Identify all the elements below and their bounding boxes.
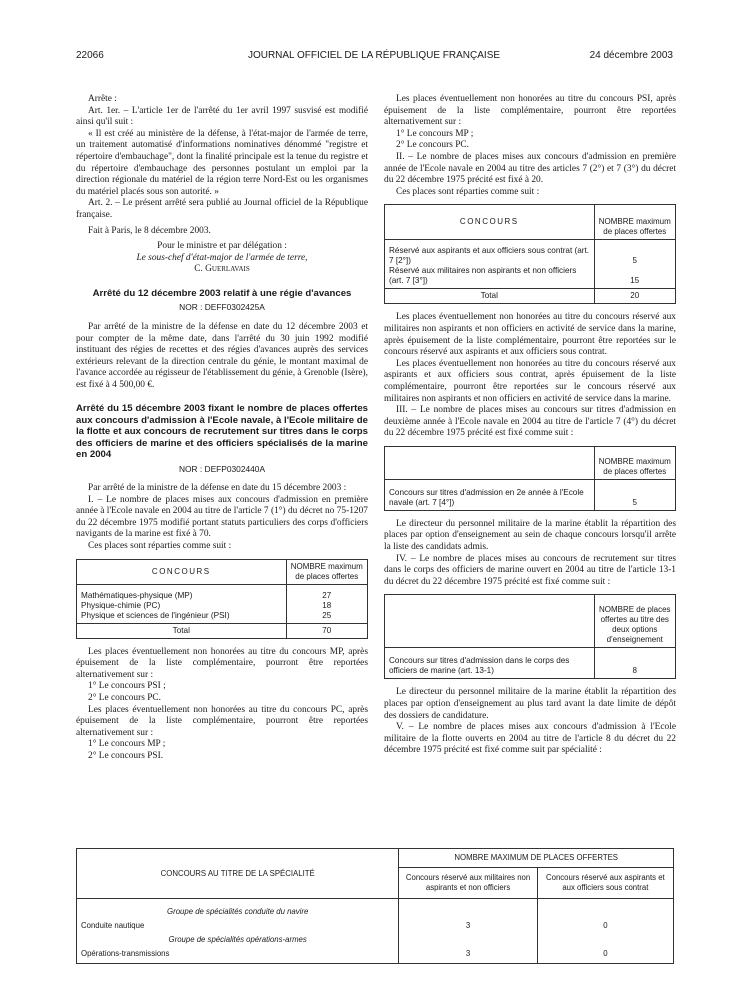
table-header: CONCOURS: [385, 205, 595, 240]
report-rule-2: Les places éventuellement non honorées au titre du concours réservé aux aspirants et aux officiers sous contrat, après épuisement de la liste complémentaire, pourront être reportées sur le concours réservé aux militaires non aspirants et non officiers en activité de service dans la marine.: [384, 358, 676, 404]
report-pc: Les places éventuellement non honorées au titre du concours PC, après épuisement de la liste complémentaire, pourront être reportées alternativement sur :: [76, 704, 368, 738]
report-rule-1: Les places éventuellement non honorées au titre du concours réservé aux militaires non aspirants et non officiers en activité de service dans la marine, après épuisement de la liste complémentaire, pourront être reportées sur le concours réservé aux aspirants et aux officiers sous contrat.: [384, 312, 676, 358]
decree-title-concours: Arrêté du 15 décembre 2003 fixant le nombre de places offertes aux concours d'admission à l'Ecole navale, à l'Ecole militaire de la flotte et aux concours de recrutement sur titres dans le corps des officiers de marine et des officiers spécialisés de la marine en 2004: [76, 403, 368, 461]
row-label: Conduite nautique: [81, 921, 145, 930]
table-header: NOMBRE de places offertes au titre des deux options d'enseignement: [594, 595, 675, 648]
row-value: 25: [322, 610, 332, 620]
table-cell: [286, 584, 367, 623]
row-label: Concours sur titres d'admission en 2e année à l'Ecole navale (art. 7 [4°]): [385, 479, 595, 510]
row-label: Réservé aux militaires non aspirants et non officiers (art. 7 [3°]): [389, 266, 577, 286]
nor-regie: NOR : DEFF0302425A: [179, 302, 265, 313]
table-header: NOMBRE MAXIMUM DE PLACES OFFERTES: [399, 849, 674, 868]
row-value: 5: [594, 479, 675, 510]
table-section-II: [384, 204, 676, 304]
total-value: 20: [594, 289, 675, 304]
total-label: Total: [385, 289, 595, 304]
list-item: 2° Le concours PC.: [88, 693, 162, 704]
group-label: Groupe de spécialités conduite du navire: [167, 907, 309, 916]
list-item: 1° Le concours MP ;: [88, 739, 166, 750]
repartition-note-2: Le directeur du personnel militaire de la marine établit la répartition des places par option d'enseignement au plus tard avant la date limite de dépôt des dossiers de candidature.: [384, 687, 676, 721]
group-label: Groupe de spécialités opérations-armes: [168, 935, 307, 944]
row-value: 5: [632, 256, 637, 266]
decree-title-regie: Arrêté du 12 décembre 2003 relatif à une régie d'avances: [92, 287, 352, 299]
table-header: CONCOURS: [77, 559, 287, 584]
table-header: Concours réservé aux militaires non aspirants et non officiers: [399, 868, 537, 899]
article-1: Art. 1er. – L'article 1er de l'arrêté du 1er avril 1997 susvisé est modifié ainsi qu'il suit :: [76, 105, 368, 128]
table-ecole-navale: [76, 559, 368, 639]
table-cell: [77, 584, 287, 623]
journal-title: JOURNAL OFFICIEL DE LA RÉPUBLIQUE FRANÇAISE: [247, 50, 501, 61]
repartition-note-1: Le directeur du personnel militaire de la marine établit la répartition des places par option d'enseignement au sein de chaque concours lorsqu'il arrête la liste des candidats admis.: [384, 518, 676, 553]
row-value: 0: [603, 921, 608, 930]
list-item: 1° Le concours PSI ;: [88, 681, 166, 692]
section-III: III. – Le nombre de places mises au concours sur titres d'admission en deuxième année à l'Ecole navale en 2004 au titre de l'article 7 (4°) du décret du 22 décembre 1975 précité est fixé comme suit :: [384, 405, 676, 439]
table-header: NOMBRE maximum de places offertes: [286, 559, 367, 584]
page-number: 22066: [76, 50, 104, 61]
row-value: 18: [322, 600, 332, 610]
section-II: II. – Le nombre de places mises aux concours d'admission en première année de l'Ecole navale en 2004 au titre des articles 7 (2°) et 7 (3°) du décret du 22 décembre 1975 précité est fixé à 20.: [384, 151, 676, 186]
row-label: Physique et sciences de l'ingénieur (PSI): [81, 610, 230, 620]
delegation: Pour le ministre et par délégation :: [157, 241, 287, 252]
left-column: [76, 94, 368, 763]
regie-body: Par arrêté de la ministre de la défense en date du 12 décembre 2003 et pour compter de la même date, dans l'arrêté du 30 juin 1992 modifié instituant des régies de recettes et des régies d'avances auprès des services extérieurs relevant de la direction centrale du génie, le montant maximal de l'avance accordée au régisseur de l'établissement du génie, à Grenoble (Isère), est fixé à 4 500,00 €.: [76, 321, 368, 390]
issue-date: 24 décembre 2003: [589, 50, 673, 61]
table-header: NOMBRE maximum de places offertes: [594, 205, 675, 240]
total-label: Total: [77, 623, 287, 638]
row-label: Concours sur titres d'admission dans le corps des officiers de marine (art. 13-1): [385, 648, 595, 679]
signatory-name: C. Guerlavais: [194, 264, 250, 275]
section-I: I. – Le nombre de places mises aux concours d'admission en première année à l'Ecole navale en 2004 au titre de l'article 7 (1°) du décret no 75-1207 du 22 décembre 1975 modifié portant statuts particuliers des corps d'officiers navigants de la marine est fixé à 70.: [76, 494, 368, 540]
table-header-empty: [385, 595, 595, 648]
row-value: 0: [603, 949, 608, 958]
article-2: Art. 2. – Le présent arrêté sera publié au Journal officiel de la République française.: [76, 198, 368, 220]
right-column: [384, 94, 676, 757]
table-header: CONCOURS AU TITRE DE LA SPÉCIALITÉ: [77, 849, 399, 899]
signatory-title: Le sous-chef d'état-major de l'armée de terre,: [136, 252, 308, 263]
table-section-III: [384, 446, 676, 511]
table-cell: [77, 899, 399, 964]
list-item: 2° Le concours PSI.: [88, 751, 164, 761]
fait-a: Fait à Paris, le 8 décembre 2003.: [88, 225, 211, 236]
page-header: [0, 50, 748, 64]
row-label: Réservé aux aspirants et aux officiers sous contrat (art. 7 [2°]): [389, 246, 590, 266]
nor-concours: NOR : DEFP0302440A: [178, 463, 266, 474]
list-item: 1° Le concours MP ;: [396, 128, 474, 139]
row-value: 3: [465, 949, 471, 958]
row-value: 8: [594, 648, 675, 679]
list-item: 2° Le concours PC.: [396, 140, 470, 151]
arrete-label: Arrête :: [88, 94, 117, 104]
row-label: Mathématiques-physique (MP): [81, 590, 193, 600]
report-mp: Les places éventuellement non honorées au titre du concours MP, après épuisement de la liste complémentaire, pourront être reportées alternativement sur :: [76, 646, 368, 680]
row-value: 27: [322, 590, 332, 600]
row-value: 15: [630, 276, 640, 286]
report-psi: Les places éventuellement non honorées au titre du concours PSI, après épuisement de la liste complémentaire, pourront être reportées alternativement sur :: [384, 94, 676, 128]
table-cell: [594, 240, 675, 289]
table-cell: [399, 899, 537, 964]
repartition-1: Ces places sont réparties comme suit :: [88, 541, 232, 552]
row-label: Opérations-transmissions: [81, 949, 170, 958]
table-header-empty: [385, 446, 595, 479]
table-header: NOMBRE maximum de places offertes: [594, 446, 675, 479]
section-V: V. – Le nombre de places mises aux concours d'admission à l'Ecole militaire de la flotte ouverts en 2004 au titre de l'article 8 du décret du 22 décembre 1975 précité est fixé comme suit par spécialité :: [384, 722, 676, 756]
total-value: 70: [286, 623, 367, 638]
row-value: 3: [465, 921, 471, 930]
table-specialites: [76, 848, 674, 964]
table-header: Concours réservé aux aspirants et aux officiers sous contrat: [537, 868, 673, 899]
article-1-quote: « Il est créé au ministère de la défense, à l'état-major de l'armée de terre, un traitement automatisé d'informations nominatives dénommé "registre et répertoire d'embauchage", dont la finalité principale est la tenue du registre et du répertoire d'embauchage des personnes postulant un emploi par la direction régionale du matériel de la région terre Nord-Est ou les organismes du matériel placés sous son autorité. »: [76, 128, 368, 197]
concours-intro: Par arrêté de la ministre de la défense en date du 15 décembre 2003 :: [88, 483, 347, 494]
repartition-2: Ces places sont réparties comme suit :: [396, 186, 540, 197]
table-cell: [537, 899, 673, 964]
table-section-IV: [384, 594, 676, 679]
table-cell: [385, 240, 595, 289]
row-label: Physique-chimie (PC): [81, 600, 161, 610]
section-IV: IV. – Le nombre de places mises au concours de recrutement sur titres dans le corps des officiers de marine ouvert en 2004 au titre de l'article 13-1 du décret du 22 décembre 1975 précité est fixé comme suit :: [384, 553, 676, 587]
